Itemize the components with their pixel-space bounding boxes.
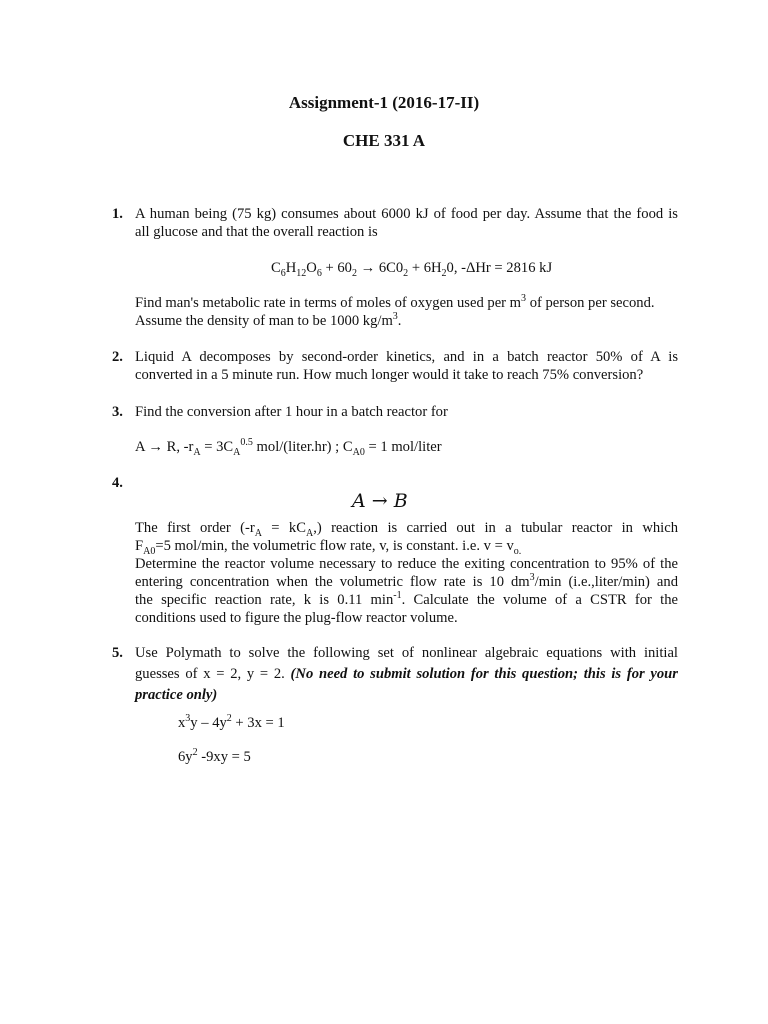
question-text: Liquid A decomposes by second-order kinetics, and in a batch reactor 50% of A is — [135, 349, 678, 365]
question-5 — [112, 643, 678, 706]
question-text: practice only) — [135, 687, 218, 703]
question-number: 1. — [112, 206, 123, 222]
question-3 — [112, 403, 678, 421]
question-text: converted in a 5 minute run. How much longer would it take to reach 75% conversion? — [135, 367, 644, 383]
question-text: guesses of x = 2, y = 2. (No need to submit solution for this question; this is for your — [135, 666, 678, 682]
question-text: Determine the reactor volume necessary to reduce the exiting concentration to 95% of the — [135, 556, 678, 572]
question-number: 5. — [112, 645, 123, 661]
question-text: the specific reaction rate, k is 0.11 $\min^{-1}$. Calculate the volume of a CSTR for the — [135, 590, 678, 608]
nonlinear-equation-1: $x^3y - 4y^2 + 3x = 1$ — [178, 713, 285, 731]
question-text: Assume the density of man to be 1000 $kg/m^3$. — [135, 311, 402, 329]
assignment-title: Assignment-1 (2016-17-II) — [288, 93, 480, 112]
question-text: A human being (75 kg) consumes about 6000 kJ of food per day. Assume that the food is — [135, 206, 678, 222]
rate-equation: A → R, $-r_A = 3C_A^{0.5}$ mol/(liter.hr) ; $C_{A0} = 1$ mol/liter — [135, 437, 442, 458]
question-number: 2. — [112, 349, 123, 365]
question-text: all glucose and that the overall reaction is — [135, 224, 378, 240]
reaction-equation: $C_6H_{12}O_6 + 60_2 \to 6C0_2 + 6H_20$, -ΔHr = 2816 kJ — [271, 260, 553, 279]
question-1 — [112, 205, 678, 241]
question-text: The first order $(-r_A = kC_A,)$ reaction is carried out in a tubular reactor in which — [135, 520, 679, 539]
question-number: 4. — [112, 475, 123, 491]
course-code: CHE 331 A — [342, 131, 426, 150]
question-text: entering concentration when the volumetric flow rate is 10 $dm^3/\min$ (i.e.,liter/min) and — [135, 572, 678, 590]
reaction-a-to-b: A → B — [352, 490, 408, 512]
question-text: Find the conversion after 1 hour in a batch reactor for — [135, 404, 448, 420]
question-2 — [112, 348, 678, 384]
question-4-body — [112, 519, 678, 627]
question-text: conditions used to figure the plug-flow reactor volume. — [135, 610, 458, 626]
nonlinear-equation-2: $6y^2$ -9xy = 5 — [178, 747, 251, 765]
question-text: Find man's metabolic rate in terms of moles of oxygen used per $m^3$ of person per second. — [135, 293, 655, 311]
question-number: 3. — [112, 404, 123, 420]
question-text: Use Polymath to solve the following set of nonlinear algebraic equations with initial — [135, 645, 678, 661]
question-text: $F_{A0}=5$ mol/min, the volumetric flow rate, v, is constant. i.e. $v = v_{o.}$ — [135, 538, 522, 557]
question-1-continued — [112, 294, 678, 330]
